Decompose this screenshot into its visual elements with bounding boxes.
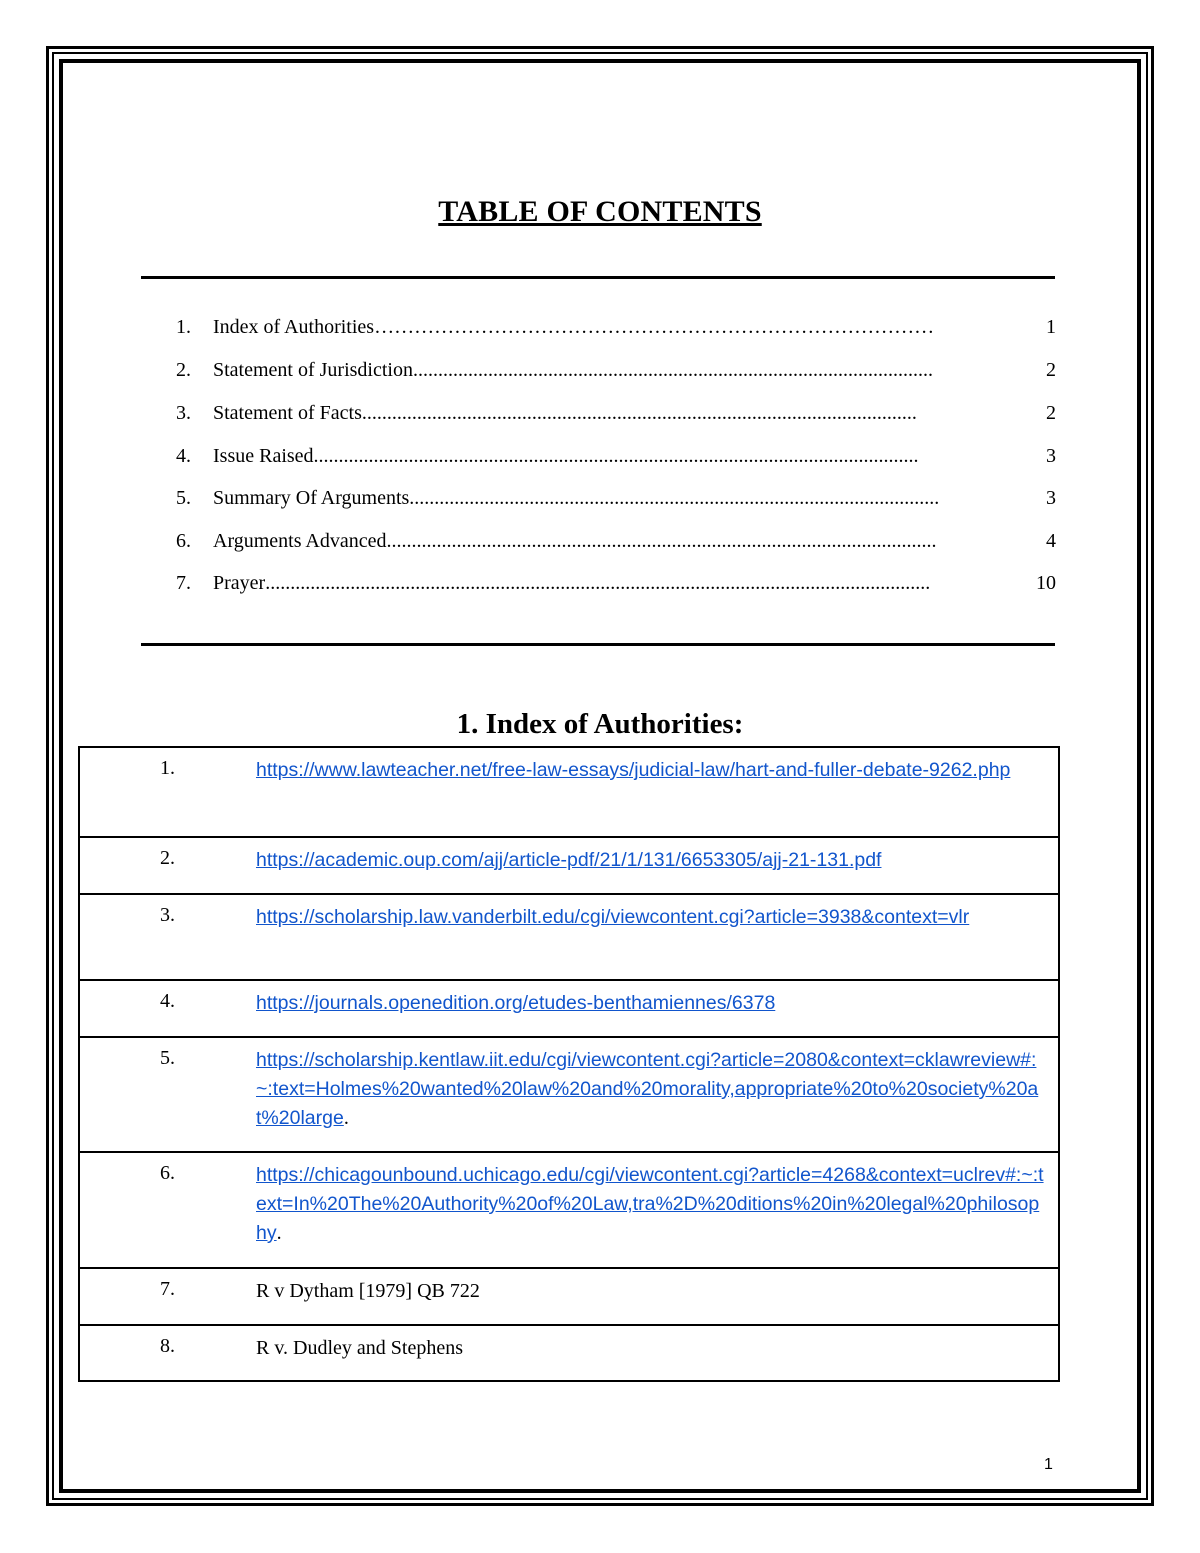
row-number: 7. — [160, 1278, 175, 1300]
toc-item[interactable] — [176, 572, 1056, 602]
toc-item-number: 2. — [176, 359, 191, 381]
row-number: 8. — [160, 1335, 175, 1357]
table-row — [80, 1324, 1058, 1380]
row-number: 2. — [160, 847, 175, 869]
toc-item-number: 4. — [176, 445, 191, 467]
toc-item[interactable] — [176, 359, 1056, 389]
toc-item-leader: ..................................................................................................................................... — [265, 572, 931, 594]
row-number: 6. — [160, 1162, 175, 1184]
toc-item-label: Arguments Advanced — [213, 530, 387, 552]
authority-link[interactable]: https://academic.oup.com/ajj/article-pdf/21/1/131/6653305/ajj-21-131.pdf — [256, 849, 882, 871]
toc-item-number: 6. — [176, 530, 191, 552]
toc-item-page: 3 — [1046, 487, 1056, 509]
toc-item-page: 10 — [1036, 572, 1056, 594]
table-row — [80, 979, 1058, 1036]
toc-item-leader: ............................................................................................................... — [361, 402, 917, 424]
table-row — [80, 748, 1058, 836]
authority-citation: R v. Dudley and Stephens — [256, 1337, 464, 1359]
authority-suffix: . — [276, 1222, 282, 1244]
table-row — [80, 1267, 1058, 1324]
toc-rule-top — [141, 276, 1055, 279]
toc-item-label: Index of Authorities — [213, 316, 375, 338]
toc-item-label: Issue Raised — [213, 445, 314, 467]
toc-item-label: Statement of Jurisdiction — [213, 359, 413, 381]
toc-item-leader: ………………………………………………………………………… — [374, 316, 935, 338]
toc-item-leader: ......................................................................................................................... — [313, 445, 919, 467]
toc-item-page: 3 — [1046, 445, 1056, 467]
table-row — [80, 836, 1058, 893]
toc-item-label: Prayer — [213, 572, 266, 594]
authority-link[interactable]: https://scholarship.law.vanderbilt.edu/cgi/viewcontent.cgi?article=3938&context=vlr — [256, 906, 970, 928]
toc-item-label: Statement of Facts — [213, 402, 362, 424]
toc-item-page: 2 — [1046, 359, 1056, 381]
authority-citation: R v Dytham [1979] QB 722 — [256, 1280, 480, 1302]
authority-suffix: . — [343, 1107, 349, 1129]
row-number: 3. — [160, 904, 175, 926]
toc-item[interactable] — [176, 530, 1056, 560]
toc-item[interactable] — [176, 402, 1056, 432]
authority-link[interactable]: https://www.lawteacher.net/free-law-essays/judicial-law/hart-and-fuller-debate-9262.php — [256, 759, 1011, 781]
toc-item-leader: .......................................................................................................... — [409, 487, 940, 509]
row-number: 1. — [160, 757, 175, 779]
row-number: 5. — [160, 1047, 175, 1069]
authority-link[interactable]: https://chicagounbound.uchicago.edu/cgi/viewcontent.cgi?article=4268&context=uclrev#:~:text=In%20The%20Authority%20of%20Law,tra%2D%20ditions%20in%20legal%20philosophy — [256, 1164, 1044, 1244]
row-number: 4. — [160, 990, 175, 1012]
page-number: 1 — [1044, 1456, 1053, 1473]
table-row — [80, 1151, 1058, 1267]
toc-item[interactable] — [176, 445, 1056, 475]
table-row — [80, 893, 1058, 979]
toc-item[interactable] — [176, 316, 1056, 346]
index-title: 1. Index of Authorities: — [456, 708, 744, 740]
toc-title: TABLE OF CONTENTS — [438, 195, 762, 228]
authorities-table — [78, 746, 1060, 1382]
toc-item-number: 3. — [176, 402, 191, 424]
toc-item-leader: ........................................................................................................ — [412, 359, 933, 381]
toc-item-number: 7. — [176, 572, 191, 594]
toc-item-number: 1. — [176, 316, 191, 338]
authority-link[interactable]: https://journals.openedition.org/etudes-benthamiennes/6378 — [256, 992, 776, 1014]
table-row — [80, 1036, 1058, 1151]
authority-link[interactable]: https://scholarship.kentlaw.iit.edu/cgi/viewcontent.cgi?article=2080&context=cklawreview#:~:text=Holmes%20wanted%20law%20and%20morality,appropriate%20to%20society%20at%20large — [256, 1049, 1039, 1129]
toc-item[interactable] — [176, 487, 1056, 517]
toc-item-page: 2 — [1046, 402, 1056, 424]
toc-item-label: Summary Of Arguments — [213, 487, 410, 509]
toc-item-number: 5. — [176, 487, 191, 509]
toc-rule-bottom — [141, 643, 1055, 646]
toc-item-leader: .............................................................................................................. — [386, 530, 937, 552]
toc-item-page: 1 — [1046, 316, 1056, 338]
toc-item-page: 4 — [1046, 530, 1056, 552]
